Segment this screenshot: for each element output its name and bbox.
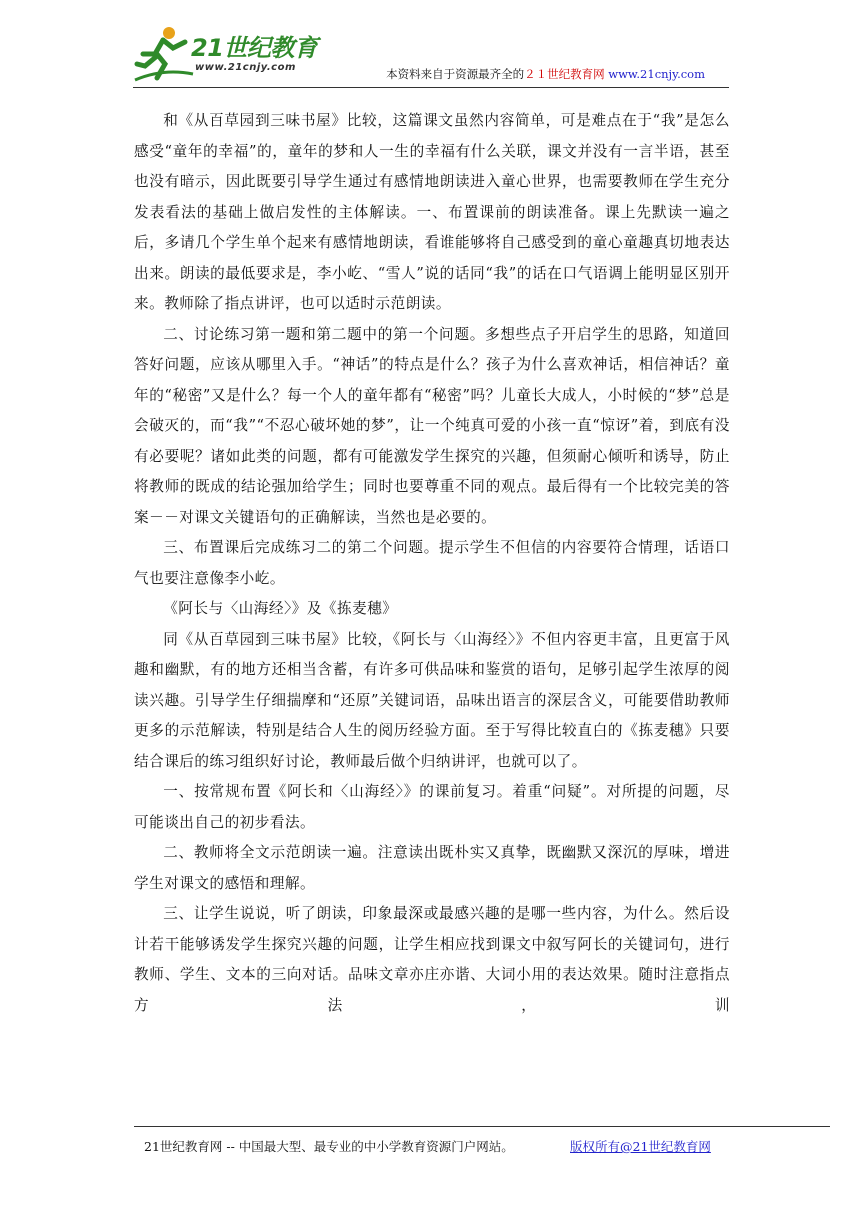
logo-url: www.21cnjy.com — [195, 62, 296, 73]
header-site-url[interactable]: www.21cnjy.com — [608, 67, 705, 81]
logo-text: 21世纪教育 — [191, 34, 318, 62]
paragraph: 三、布置课后完成练习二的第二个问题。提示学生不但信的内容要符合情理，话语口气也要注意像李小屹。 — [134, 539, 730, 587]
header-note — [386, 66, 705, 82]
footer-text: 21世纪教育网 -- 中国最大型、最专业的中小学教育资源门户网站。 — [144, 1139, 514, 1154]
paragraph: 和《从百草园到三味书屋》比较，这篇课文虽然内容简单，可是难点在于“我”是怎么感受“童年的幸福”的，童年的梦和人一生的幸福有什么关联，课文并没有一言半语，甚至也没有暗示，因此既要引导学生通过有感情地朗读进入童心世界，也需要教师在学生充分发表看法的基础上做启发性的主体解读。一、布置课前的朗读准备。课上先默读一遍之后，多请几个学生单个起来有感情地朗读，看谁能够将自己感受到的童心童趣真切地表达出来。朗读的最低要求是，李小屹、“雪人”说的话同“我”的话在口气语调上能明显区别开来。教师除了指点讲评，也可以适时示范朗读。 — [134, 112, 730, 312]
header-note-prefix: 本资料来自于资源最齐全的 — [386, 67, 525, 81]
running-figure-icon — [133, 24, 195, 84]
paragraph: 二、教师将全文示范朗读一遍。注意读出既朴实又真挚，既幽默又深沉的厚味，增进学生对课文的感悟和理解。 — [134, 844, 730, 892]
paragraph: 一、按常规布置《阿长和〈山海经〉》的课前复习。着重“问疑”。对所提的问题，尽可能谈出自己的初步看法。 — [134, 783, 730, 831]
page-header — [133, 22, 729, 88]
copyright-link[interactable]: 版权所有@21世纪教育网 — [570, 1139, 711, 1154]
site-logo — [133, 22, 343, 86]
document-body — [134, 106, 730, 1021]
paragraph: 同《从百草园到三味书屋》比较，《阿长与〈山海经〉》不但内容更丰富，且更富于风趣和幽默，有的地方还相当含蓄，有许多可供品味和鉴赏的语句，足够引起学生浓厚的阅读兴趣。引导学生仔细揣摩和“还原”关键词语，品味出语言的深层含义，可能要借助教师更多的示范解读，特别是结合人生的阅历经验方面。至于写得比较直白的《拣麦穗》只要结合课后的练习组织好讨论，教师最后做个归纳讲评，也就可以了。 — [134, 630, 730, 770]
header-divider — [133, 87, 729, 88]
header-site-name[interactable]: ２１世纪教育网 — [524, 67, 605, 81]
footer-divider — [134, 1126, 830, 1127]
paragraph: 三、让学生说说，听了朗读，印象最深或最感兴趣的是哪一些内容，为什么。然后设计若干能够诱发学生探究兴趣的问题，让学生相应找到课文中叙写阿长的关键词句，进行教师、学生、文本的三向对话。品味文章亦庄亦谐、大词小用的表达效果。随时注意指点方法，训 — [134, 905, 730, 1014]
paragraph: 二、讨论练习第一题和第二题中的第一个问题。多想些点子开启学生的思路，知道回答好问题，应该从哪里入手。“神话”的特点是什么？孩子为什么喜欢神话，相信神话？童年的“秘密”又是什么？每一个人的童年都有“秘密”吗？儿童长大成人，小时候的“梦”总是会破灭的，而“我”“不忍心破坏她的梦”，让一个纯真可爱的小孩一直“惊讶”着，到底有没有必要呢？诸如此类的问题，都有可能激发学生探究的兴趣，但须耐心倾听和诱导，防止将教师的既成的结论强加给学生；同时也要尊重不同的观点。最后得有一个比较完美的答案－－对课文关键语句的正确解读，当然也是必要的。 — [134, 325, 730, 526]
section-heading: 《阿长与〈山海经〉》及《拣麦穗》 — [163, 600, 398, 617]
